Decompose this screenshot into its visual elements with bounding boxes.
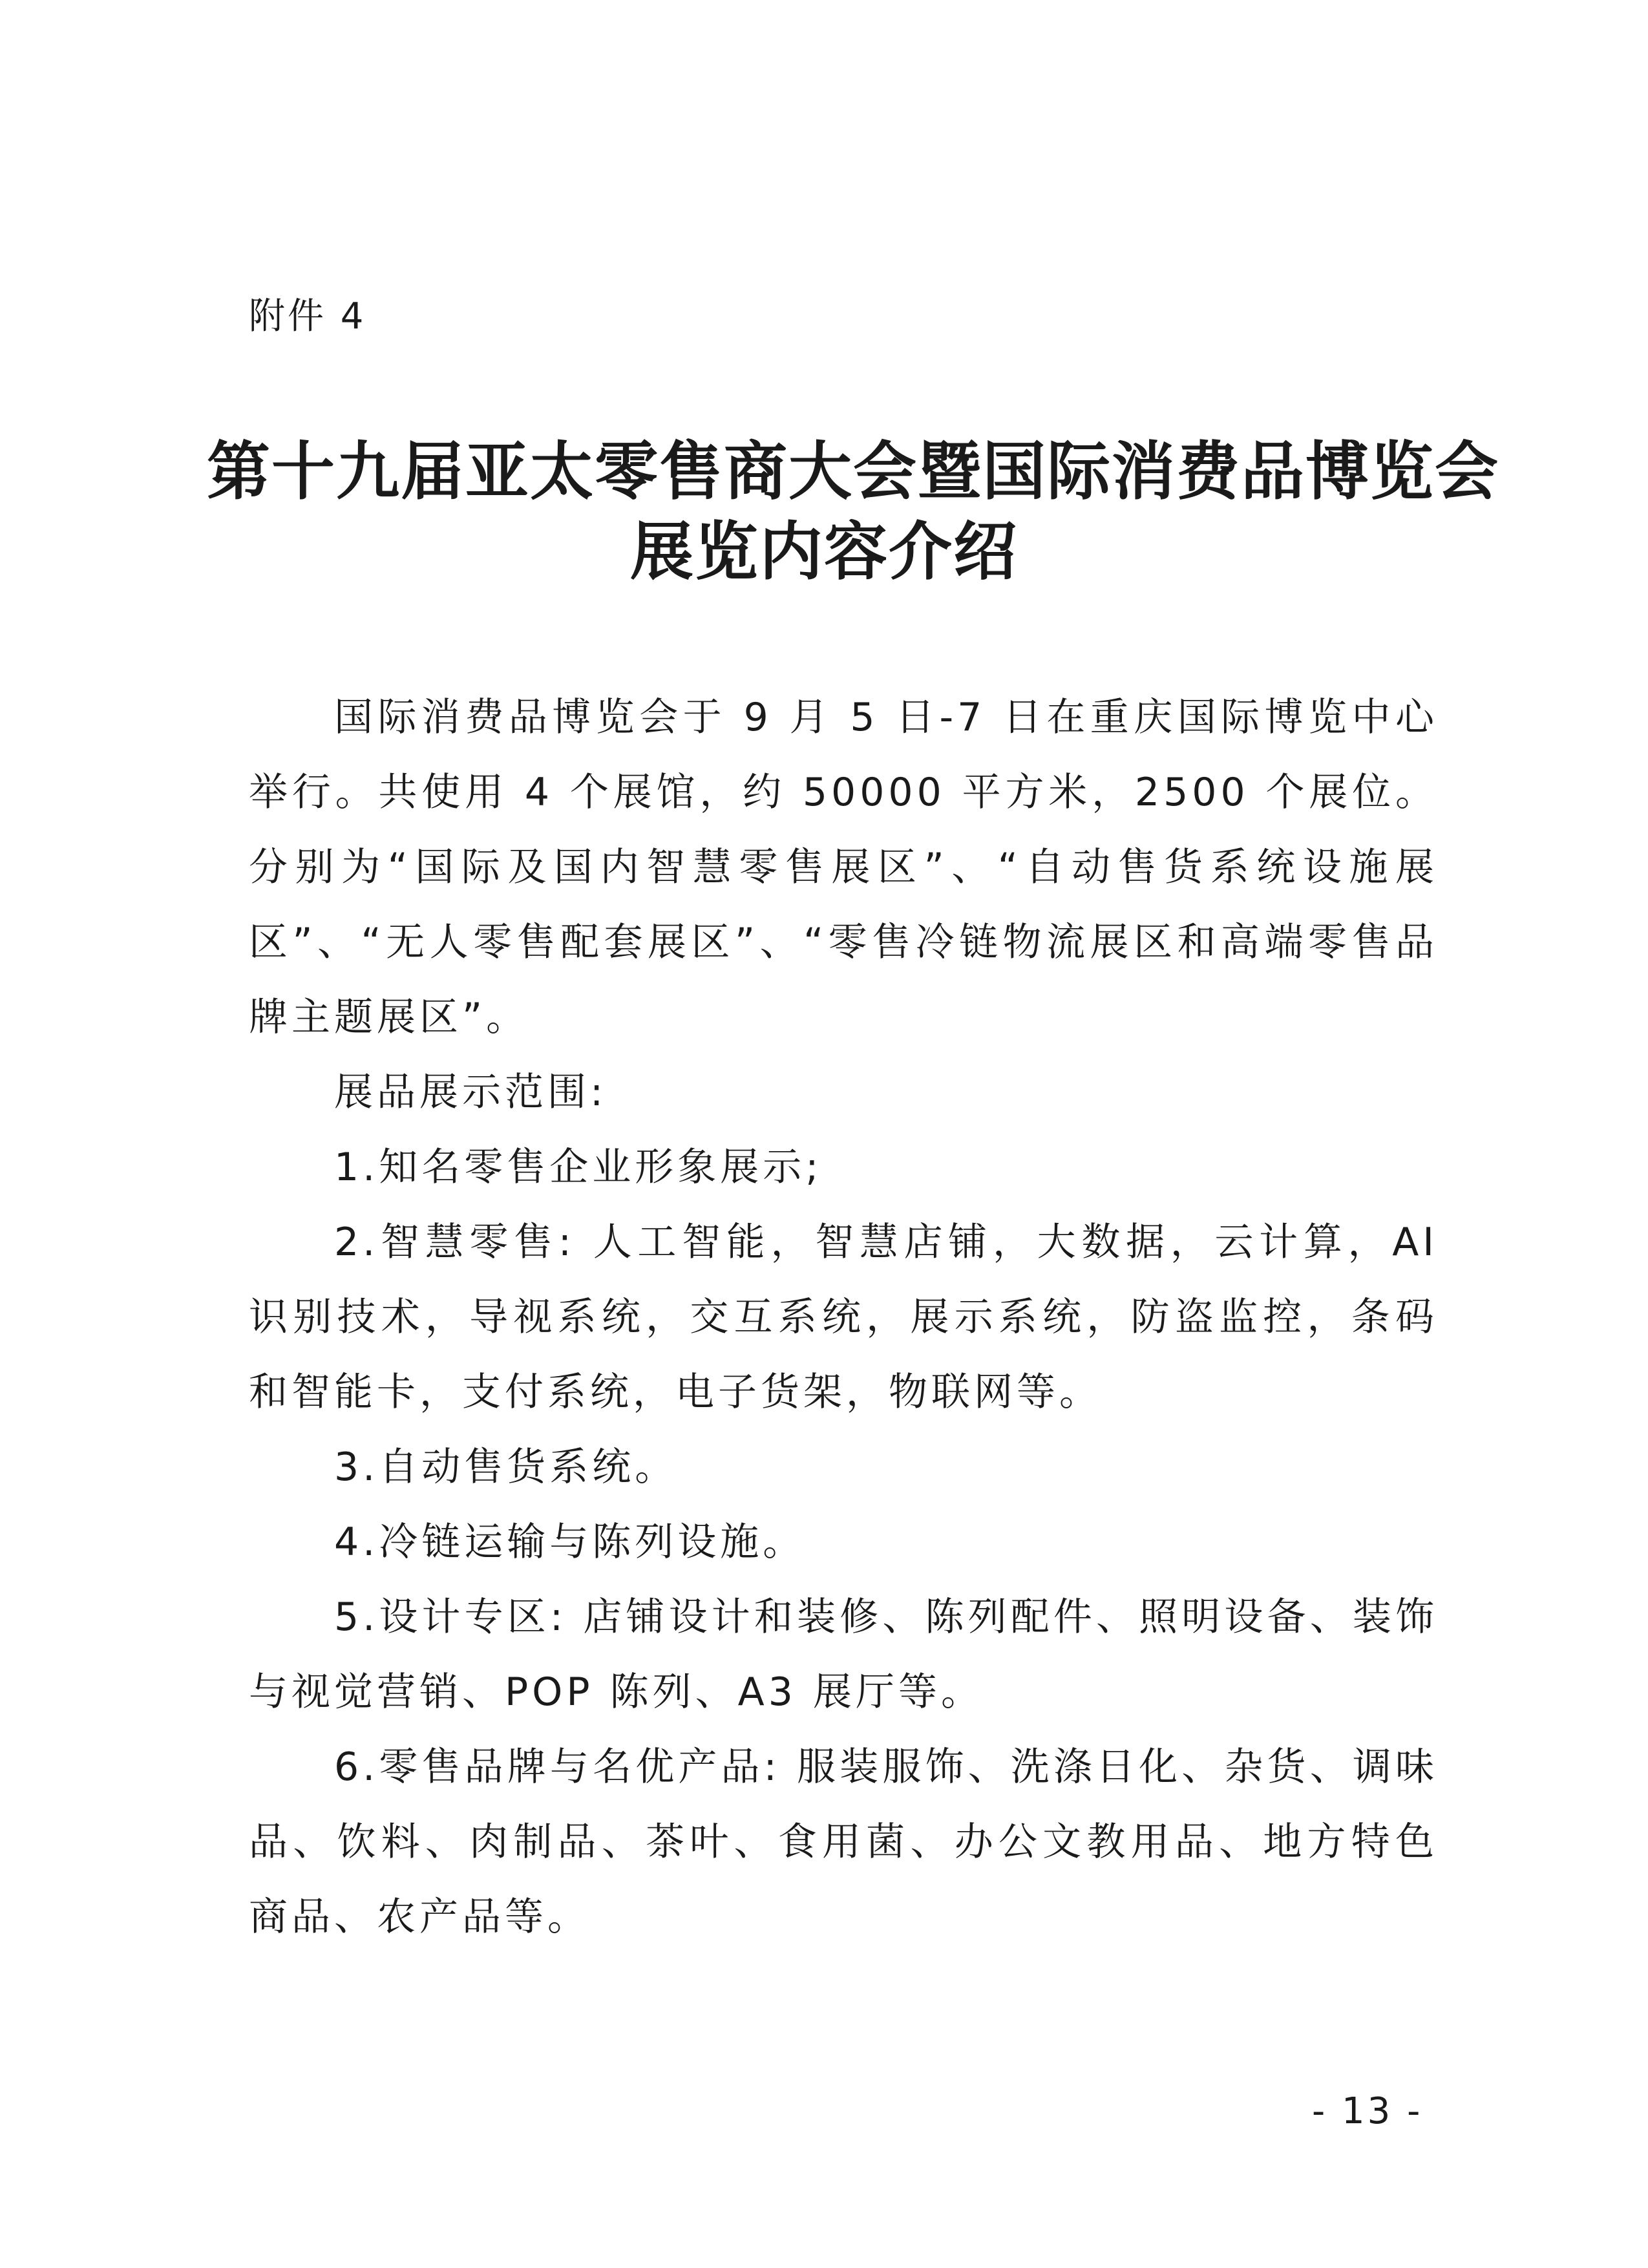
document-title: [207, 432, 1500, 592]
intro-paragraph: 国际消费品博览会于 9 月 5 日-7 日在重庆国际博览中心举行。共使用 4 个展馆，约 50000 平方米，2500 个展位。分别为“国际及国内智慧零售展区”、“自动售货系统设施展区”、“无人零售配套展区”、“零售冷链物流展区和高端零售品牌主题展区”。: [249, 695, 1438, 1040]
list-item: 5.设计专区: 店铺设计和装修、陈列配件、照明设备、装饰与视觉营销、POP 陈列、A3 展厅等。: [249, 1595, 1438, 1715]
list-item: 4.冷链运输与陈列设施。: [334, 1520, 806, 1565]
title-line-2: 展览内容介绍: [629, 514, 1018, 589]
list-item: 1.知名零售企业形象展示;: [334, 1145, 823, 1190]
title-line-1: 第十九届亚太零售商大会暨国际消费品博览会: [207, 434, 1500, 509]
list-item: 3.自动售货系统。: [334, 1445, 678, 1490]
page-number: - 13 -: [1312, 2090, 1423, 2132]
attachment-label: 附件 4: [249, 295, 366, 337]
scope-heading: 展品展示范围:: [334, 1070, 607, 1115]
document-body: [249, 680, 1438, 1955]
list-item: 2.智慧零售: 人工智能，智慧店铺，大数据，云计算，AI 识别技术，导视系统，交互系统，展示系统，防盗监控，条码和智能卡，支付系统，电子货架，物联网等。: [249, 1220, 1438, 1415]
list-item: 6.零售品牌与名优产品: 服装服饰、洗涤日化、杂货、调味品、饮料、肉制品、茶叶、食用菌、办公文教用品、地方特色商品、农产品等。: [249, 1744, 1438, 1940]
